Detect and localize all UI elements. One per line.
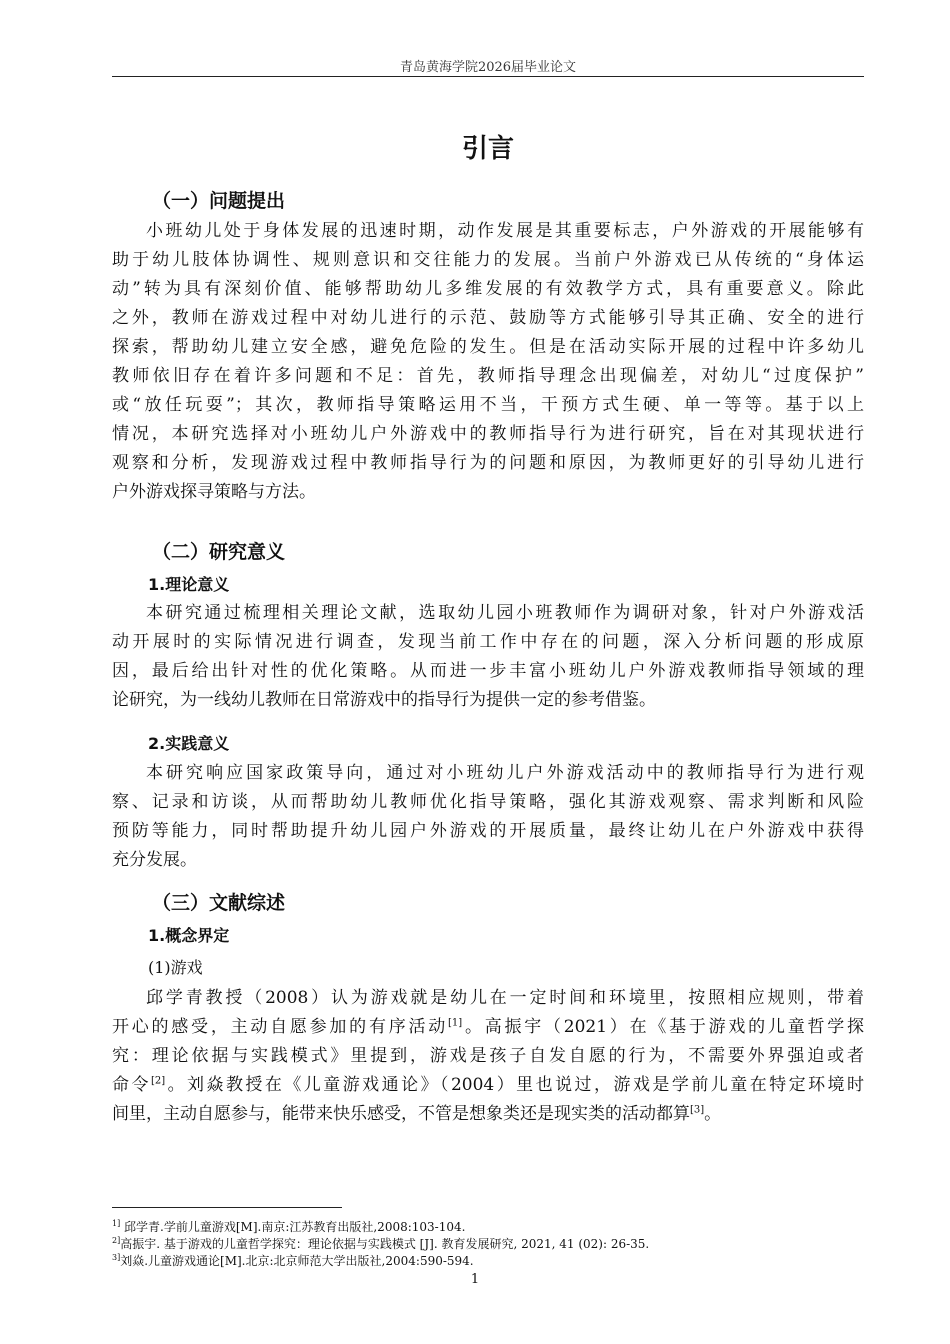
text-line: 情况，本研究选择对小班幼儿户外游戏中的教师指导行为进行研究，旨在对其现状进行 [112, 424, 864, 444]
text-line: 之外，教师在游戏过程中对幼儿进行的示范、鼓励等方式能够引导其正确、安全的进行 [112, 308, 864, 328]
text-line: 开心的感受，主动自愿参加的有序活动[1]。高振宇（2021）在《基于游戏的儿童哲学探 [112, 1017, 864, 1037]
text-line: 助于幼儿肢体协调性、规则意识和交往能力的发展。当前户外游戏已从传统的“身体运 [112, 250, 864, 270]
footnote-3: $^{3]}$刘焱.儿童游戏通论[M].北京:北京师范大学出版社,2004:590-594. [112, 1253, 474, 1268]
text-line: 间里，主动自愿参与，能带来快乐感受，不管是想象类还是现实类的活动都算[3]。 [112, 1104, 722, 1124]
chapter-title: 引言 [461, 134, 514, 164]
text-line: 探索，帮助幼儿建立安全感，避免危险的发生。但是在活动实际开展的过程中许多幼儿 [112, 337, 864, 357]
text-line: 论研究，为一线幼儿教师在日常游戏中的指导行为提供一定的参考借鉴。 [112, 690, 656, 710]
text-line: 本研究通过梳理相关理论文献，选取幼儿园小班教师作为调研对象，针对户外游戏活 [146, 603, 864, 623]
games-paragraph [112, 984, 864, 1129]
footnote-mark: 3] [112, 1253, 121, 1262]
footnote-rule [112, 1207, 342, 1208]
citation-2[interactable]: [2] [150, 1075, 166, 1087]
text-line: 究：理论依据与实践模式》里提到，游戏是孩子自发自愿的行为，不需要外界强迫或者 [112, 1046, 864, 1066]
subheading-concepts: 1.概念界定 [148, 926, 230, 945]
footnote-2: $^{2]}$高振宇. 基于游戏的儿童哲学探究：理论依据与实践模式 [J]. 教育发展研究, 2021, 41 (02): 26-35. [112, 1236, 650, 1251]
text-line: 命令[2]。刘焱教授在《儿童游戏通论》（2004）里也说过，游戏是学前儿童在特定环境时 [112, 1075, 864, 1095]
text-line: 教师依旧存在着许多问题和不足：首先，教师指导理念出现偏差，对幼儿“过度保护” [112, 366, 864, 386]
text-line: 动”转为具有深刻价值、能够帮助幼儿多维发展的有效教学方式，具有重要意义。除此 [112, 279, 864, 299]
text-line: 户外游戏探寻策略与方法。 [112, 482, 316, 502]
subheading-theoretical: 1.理论意义 [148, 575, 230, 594]
theoretical-paragraph [112, 599, 864, 715]
text-line: 因，最后给出针对性的优化策略。从而进一步丰富小班幼儿户外游戏教师指导领域的理 [112, 661, 864, 681]
text-line: 察、记录和访谈，从而帮助幼儿教师优化指导策略，强化其游戏观察、需求判断和风险 [112, 792, 864, 812]
section-heading-problem: （一）问题提出 [152, 190, 286, 212]
page-number: 1 [470, 1272, 480, 1287]
text-line: 小班幼儿处于身体发展的迅速时期，动作发展是其重要标志，户外游戏的开展能够有 [146, 221, 864, 241]
item-heading-games: (1)游戏 [148, 958, 203, 977]
text-line: 邱学青教授（2008）认为游戏就是幼儿在一定时间和环境里，按照相应规则，带着 [146, 988, 864, 1008]
text-line: 观察和分析，发现游戏过程中教师指导行为的问题和原因，为教师更好的引导幼儿进行 [112, 453, 864, 473]
section-heading-literature: （三）文献综述 [152, 892, 286, 914]
text-line: 本研究响应国家政策导向，通过对小班幼儿户外游戏活动中的教师指导行为进行观 [146, 763, 864, 783]
subheading-practical: 2.实践意义 [148, 734, 230, 753]
practical-paragraph [112, 759, 864, 875]
footnote-1: $^{1]}$ 邱学青.学前儿童游戏[M].南京:江苏教育出版社,2008:103-104. [112, 1219, 466, 1234]
running-header: 青岛黄海学院2026届毕业论文 [399, 60, 577, 75]
text-line: 动开展时的实际情况进行调查，发现当前工作中存在的问题，深入分析问题的形成原 [112, 632, 864, 652]
section-heading-significance: （二）研究意义 [152, 541, 286, 563]
footnote-mark: 2] [112, 1236, 121, 1245]
text-line: 预防等能力，同时帮助提升幼儿园户外游戏的开展质量，最终让幼儿在户外游戏中获得 [112, 821, 864, 841]
footnote-mark: 1] [112, 1219, 121, 1228]
text-line: 充分发展。 [112, 850, 197, 870]
header-rule [112, 76, 864, 77]
section1-paragraph [112, 217, 864, 507]
text-line: 或“放任玩耍”；其次，教师指导策略运用不当，干预方式生硬、单一等等。基于以上 [112, 395, 864, 415]
citation-1[interactable]: [1] [448, 1017, 463, 1029]
citation-3[interactable]: [3] [690, 1104, 705, 1116]
